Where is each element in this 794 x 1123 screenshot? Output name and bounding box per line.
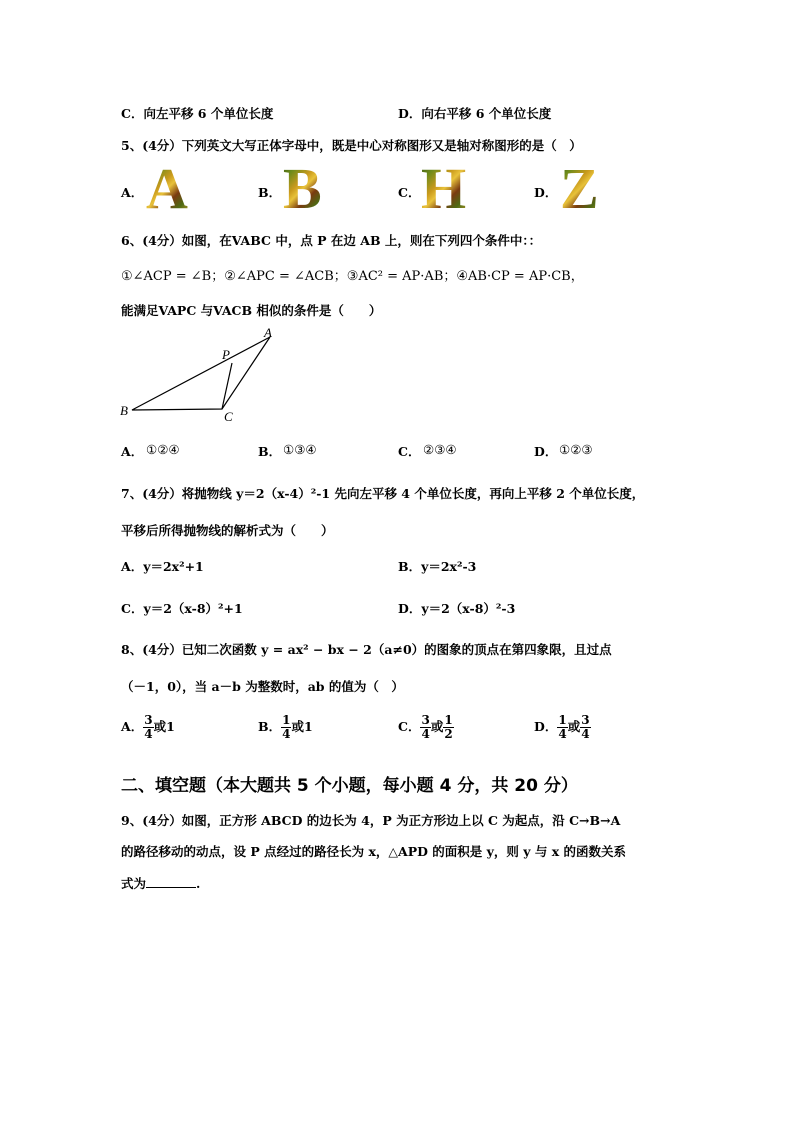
q5-label-b: B． xyxy=(258,185,282,200)
numerator: 1 xyxy=(444,713,453,727)
or-word: 或 xyxy=(291,719,304,734)
q9-line-3-end: . xyxy=(196,876,201,891)
q7-stem: 7、(4分）将抛物线 y＝2（x-4）²-1 先向左平移 4 个单位长度，再向上平移 2 个单位长度， xyxy=(121,486,645,501)
or-word: 或 xyxy=(153,719,167,734)
q6-option-a: ①②④ xyxy=(146,442,180,457)
q5-stem: 5、(4分）下列英文大写正体字母中，既是中心对称图形又是轴对称图形的是（ ） xyxy=(121,138,582,153)
q8-stem: 8、(4分）已知二次函数 y = ax² − bx − 2（a≠0）的图象的顶点在第四象限，且过点 xyxy=(121,642,612,657)
or-word: 或 xyxy=(430,719,444,734)
q4-option-c: C．向左平移 6 个单位长度 xyxy=(121,106,274,121)
value: 1 xyxy=(166,719,175,734)
numerator: 3 xyxy=(144,713,153,727)
label-c: C xyxy=(224,409,233,424)
denominator: 4 xyxy=(282,727,291,741)
q5-letter-b-image: B xyxy=(283,156,322,221)
value: 1 xyxy=(303,719,313,734)
answer-blank[interactable] xyxy=(146,875,196,888)
q5-label-d: D． xyxy=(534,185,558,200)
denominator: 4 xyxy=(421,727,430,741)
q5-label-a: A． xyxy=(121,185,144,200)
triangle-abc xyxy=(132,337,270,410)
q8-option-d xyxy=(534,714,591,741)
q8-option-d-label: D． xyxy=(534,719,558,734)
label-p: P xyxy=(222,347,230,362)
q9-line-3 xyxy=(121,874,200,892)
fraction xyxy=(443,714,453,741)
q9-line-1: 9、(4分）如图，正方形 ABCD 的边长为 4，P 为正方形边上以 C 为起点，沿 C→B→A xyxy=(121,813,621,828)
fraction xyxy=(143,714,153,741)
q6-conditions: ①∠ACP = ∠B；②∠APC = ∠ACB；③AC² = AP·AB；④AB·CP = AP·CB， xyxy=(121,269,584,284)
q6-option-b-label: B． xyxy=(258,444,282,459)
denominator: 4 xyxy=(581,727,590,741)
numerator: 1 xyxy=(558,713,567,727)
q6-option-d: ①②③ xyxy=(559,442,593,457)
section-heading: 二、填空题（本大题共 5 个小题，每小题 4 分，共 20 分） xyxy=(121,776,578,796)
fraction xyxy=(557,714,567,741)
q8-option-a xyxy=(121,714,175,741)
q5-letter-d-image: Z xyxy=(560,156,599,221)
q8-option-b-label: B． xyxy=(258,719,282,734)
q7-option-d: D．y＝2（x-8）²-3 xyxy=(398,601,516,616)
fraction xyxy=(281,714,291,741)
q5-label-c: C． xyxy=(398,185,421,200)
numerator: 1 xyxy=(282,713,291,727)
q7-option-c: C．y＝2（x-8）²+1 xyxy=(121,601,243,616)
q5-letter-c-image: H xyxy=(421,156,467,221)
label-a: A xyxy=(264,325,272,340)
label-b: B xyxy=(120,403,128,418)
q6-option-c-label: C． xyxy=(398,444,421,459)
q8-option-a-label: A． xyxy=(121,719,144,734)
denominator: 2 xyxy=(444,727,453,741)
q4-option-d: D．向右平移 6 个单位长度 xyxy=(398,106,552,121)
q6-triangle-figure xyxy=(110,325,290,425)
q9-line-2: 的路径移动的动点，设 P 点经过的路径长为 x，△APD 的面积是 y，则 y 与 x 的函数关系 xyxy=(121,844,627,859)
q7-option-b: B．y＝2x²-3 xyxy=(398,559,477,574)
q9-line-3-text: 式为 xyxy=(121,876,147,891)
q7-stem-2: 平移后所得抛物线的解析式为（ ） xyxy=(121,523,334,538)
numerator: 3 xyxy=(421,713,430,727)
or-word: 或 xyxy=(567,719,581,734)
q8-option-c-label: C． xyxy=(398,719,421,734)
q8-stem-2: （－1，0），当 a－b 为整数时，ab 的值为（ ） xyxy=(121,679,404,694)
fraction xyxy=(420,714,430,741)
q6-stem: 6、(4分）如图，在VABC 中，点 P 在边 AB 上，则在下列四个条件中：： xyxy=(121,233,542,248)
numerator: 3 xyxy=(581,713,590,727)
q6-option-c: ②③④ xyxy=(423,442,457,457)
q6-option-b: ①③④ xyxy=(283,442,317,457)
q6-ask: 能满足VAPC 与VACB 相似的条件是（ ） xyxy=(121,303,382,318)
q7-option-a: A．y＝2x²+1 xyxy=(121,559,204,574)
q6-option-a-label: A． xyxy=(121,444,144,459)
denominator: 4 xyxy=(558,727,567,741)
fraction xyxy=(580,714,590,741)
denominator: 4 xyxy=(144,727,153,741)
q6-option-d-label: D． xyxy=(534,444,558,459)
q8-option-b xyxy=(258,714,313,741)
q5-letter-a-image: A xyxy=(146,156,188,221)
q8-option-c xyxy=(398,714,454,741)
